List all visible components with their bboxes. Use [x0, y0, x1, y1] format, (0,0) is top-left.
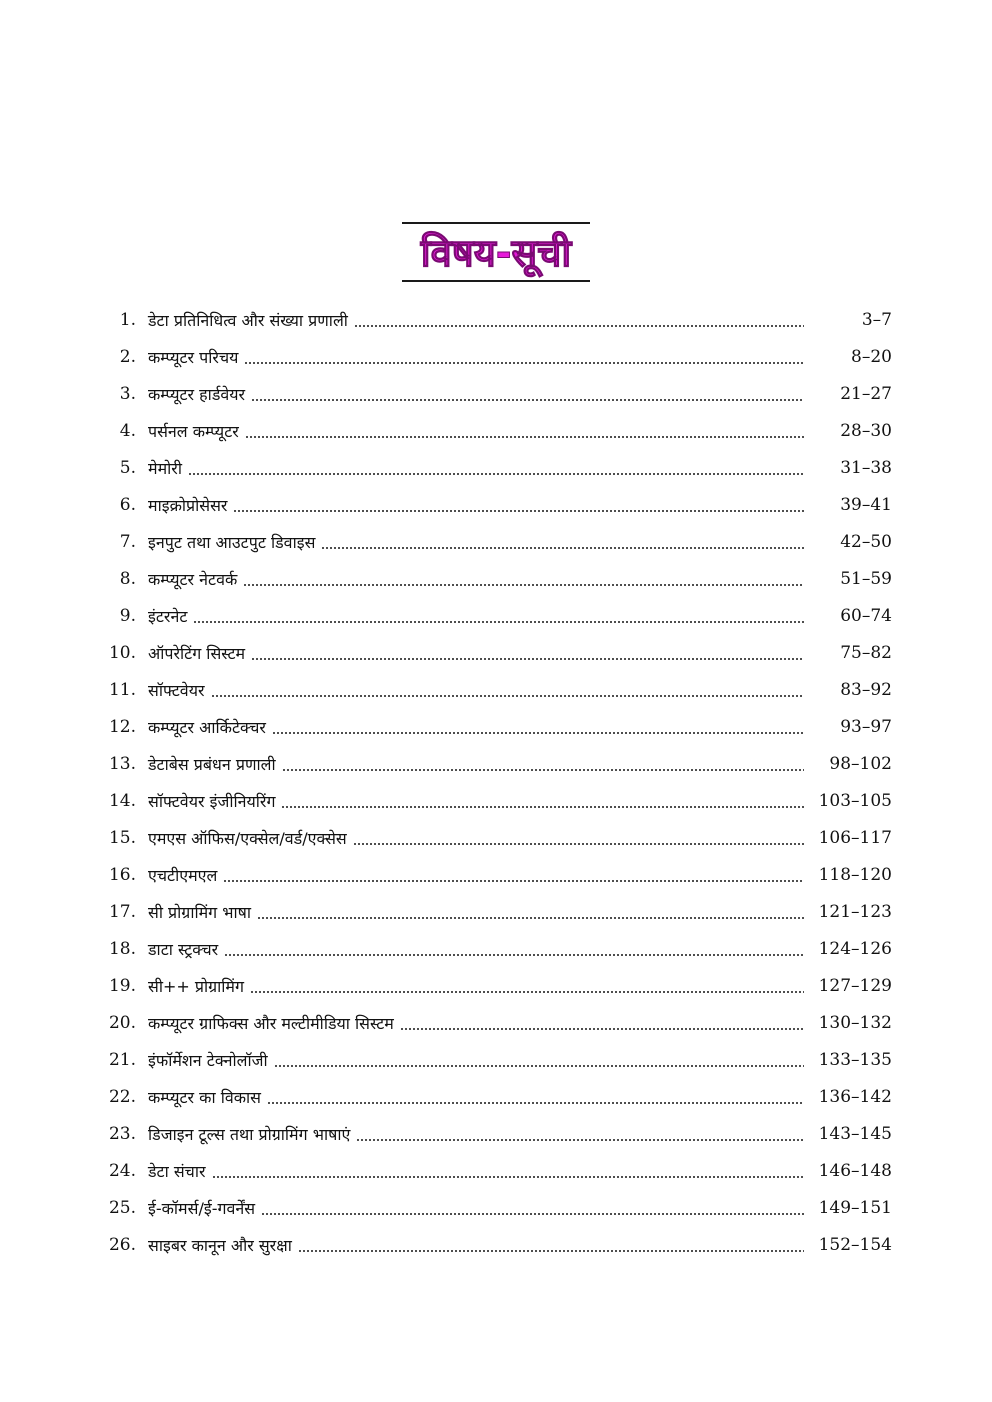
toc-entry-pages: 42–50	[840, 532, 892, 552]
toc-entry-number: 21.	[108, 1050, 136, 1070]
toc-entry-pages: 60–74	[840, 606, 892, 626]
toc-entry-pages: 103–105	[818, 791, 892, 811]
toc-entry-number: 8.	[119, 569, 136, 589]
toc-dot-leader	[245, 436, 804, 438]
toc-dot-leader	[244, 362, 804, 364]
toc-entry[interactable]	[100, 968, 892, 1005]
toc-dot-leader	[233, 510, 804, 512]
toc-entry-number: 7.	[119, 532, 136, 552]
toc-dot-leader	[223, 880, 804, 882]
toc-entry[interactable]	[100, 1005, 892, 1042]
toc-entry-pages: 152–154	[818, 1235, 892, 1255]
toc-entry-number: 1.	[119, 310, 136, 330]
page-title: विषय-सूची	[420, 231, 572, 275]
toc-dot-leader	[356, 1139, 804, 1141]
toc-dot-leader	[267, 1102, 804, 1104]
toc-entry[interactable]	[100, 339, 892, 376]
toc-dot-leader	[257, 917, 804, 919]
toc-entry-title: डिजाइन टूल्स तथा प्रोग्रामिंग भाषाएं	[148, 1125, 351, 1144]
toc-entry[interactable]	[100, 1079, 892, 1116]
toc-entry-number: 24.	[108, 1161, 136, 1181]
toc-entry-pages: 39–41	[840, 495, 892, 515]
toc-entry-number: 4.	[119, 421, 136, 441]
toc-entry-pages: 130–132	[818, 1013, 892, 1033]
toc-entry-title: कम्प्यूटर हार्डवेयर	[148, 385, 246, 404]
toc-entry-title: पर्सनल कम्प्यूटर	[148, 422, 239, 441]
toc-entry-title: डाटा स्ट्रक्चर	[148, 940, 219, 959]
toc-entry-number: 6.	[119, 495, 136, 515]
toc-entry-title: माइक्रोप्रोसेसर	[148, 496, 228, 515]
toc-entry-pages: 118–120	[818, 865, 892, 885]
toc-dot-leader	[188, 473, 804, 475]
toc-dot-leader	[272, 732, 804, 734]
toc-entry[interactable]	[100, 894, 892, 931]
toc-entry[interactable]	[100, 709, 892, 746]
toc-entry-pages: 121–123	[818, 902, 892, 922]
toc-entry[interactable]	[100, 931, 892, 968]
toc-entry-number: 13.	[108, 754, 136, 774]
toc-entry[interactable]	[100, 1153, 892, 1190]
toc-entry[interactable]	[100, 1190, 892, 1227]
toc-entry[interactable]	[100, 413, 892, 450]
toc-dot-leader	[281, 806, 804, 808]
toc-entry[interactable]	[100, 1227, 892, 1264]
toc-entry-title: एमएस ऑफिस/एक्सेल/वर्ड/एक्सेस	[148, 829, 347, 848]
toc-entry-title: ई-कॉमर्स/ई-गवर्नेंस	[148, 1199, 256, 1218]
toc-entry-pages: 143–145	[818, 1124, 892, 1144]
toc-entry-number: 12.	[108, 717, 136, 737]
toc-entry-number: 26.	[108, 1235, 136, 1255]
toc-entry[interactable]	[100, 857, 892, 894]
toc-entry[interactable]	[100, 561, 892, 598]
toc-dot-leader	[251, 399, 804, 401]
toc-entry-title: कम्प्यूटर परिचय	[148, 348, 239, 367]
toc-entry-title: सी प्रोग्रामिंग भाषा	[148, 903, 252, 922]
toc-dot-leader	[261, 1213, 804, 1215]
toc-entry-pages: 146–148	[818, 1161, 892, 1181]
title-frame	[402, 222, 590, 282]
toc-entry-number: 3.	[119, 384, 136, 404]
toc-dot-leader	[321, 547, 804, 549]
toc-entry[interactable]	[100, 1042, 892, 1079]
toc-entry-title: ऑपरेटिंग सिस्टम	[148, 644, 246, 663]
toc-entry-pages: 98–102	[829, 754, 892, 774]
toc-entry-number: 2.	[119, 347, 136, 367]
toc-dot-leader	[251, 658, 804, 660]
toc-entry-pages: 28–30	[840, 421, 892, 441]
toc-entry-title: एचटीएमएल	[148, 866, 218, 885]
toc-entry-number: 15.	[108, 828, 136, 848]
toc-entry-title: कम्प्यूटर ग्राफिक्स और मल्टीमीडिया सिस्टम	[148, 1014, 394, 1033]
toc-entry-title: सॉफ्टवेयर	[148, 681, 205, 700]
toc-dot-leader	[400, 1028, 804, 1030]
toc-entry-number: 16.	[108, 865, 136, 885]
toc-dot-leader	[212, 1176, 804, 1178]
toc-entry-pages: 93–97	[840, 717, 892, 737]
toc-entry[interactable]	[100, 524, 892, 561]
toc-entry-title: इनपुट तथा आउटपुट डिवाइस	[148, 533, 316, 552]
toc-entry-pages: 149–151	[818, 1198, 892, 1218]
toc-entry-title: डेटा प्रतिनिधित्व और संख्या प्रणाली	[148, 311, 348, 330]
toc-dot-leader	[282, 769, 804, 771]
toc-entry-number: 20.	[108, 1013, 136, 1033]
toc-entry-pages: 3–7	[861, 310, 892, 330]
toc-entry[interactable]	[100, 635, 892, 672]
toc-entry-pages: 127–129	[818, 976, 892, 996]
toc-entry-number: 18.	[108, 939, 136, 959]
toc-entry-title: इंटरनेट	[148, 607, 188, 626]
toc-entry-pages: 51–59	[840, 569, 892, 589]
toc-entry-title: कम्प्यूटर नेटवर्क	[148, 570, 238, 589]
toc-entry-pages: 8–20	[851, 347, 892, 367]
toc-entry-pages: 83–92	[840, 680, 892, 700]
toc-entry-pages: 133–135	[818, 1050, 892, 1070]
toc-entry[interactable]	[100, 376, 892, 413]
toc-entry-number: 19.	[108, 976, 136, 996]
toc-entry-pages: 106–117	[818, 828, 892, 848]
toc-entry-title: कम्प्यूटर आर्किटेक्चर	[148, 718, 266, 737]
toc-entry-pages: 136–142	[818, 1087, 892, 1107]
toc-dot-leader	[298, 1250, 804, 1252]
toc-entry-title: डेटाबेस प्रबंधन प्रणाली	[148, 755, 276, 774]
toc-entry[interactable]	[100, 450, 892, 487]
toc-entry-number: 10.	[108, 643, 136, 663]
toc-entry-title: मेमोरी	[148, 459, 182, 478]
title-area	[0, 222, 992, 282]
toc-dot-leader	[250, 991, 804, 993]
toc-entry[interactable]	[100, 783, 892, 820]
toc-entry[interactable]	[100, 672, 892, 709]
toc-entry-number: 25.	[108, 1198, 136, 1218]
toc-dot-leader	[354, 325, 804, 327]
toc-entry[interactable]	[100, 746, 892, 783]
toc-entry-number: 14.	[108, 791, 136, 811]
toc-entry-number: 5.	[119, 458, 136, 478]
toc-dot-leader	[211, 695, 804, 697]
toc-entry[interactable]	[100, 1116, 892, 1153]
toc-entry-number: 11.	[108, 680, 136, 700]
toc-entry-title: कम्प्यूटर का विकास	[148, 1088, 261, 1107]
toc-entry-title: सी++ प्रोग्रामिंग	[148, 977, 244, 996]
toc-entry-number: 9.	[119, 606, 136, 626]
toc-entry-title: सॉफ्टवेयर इंजीनियरिंग	[148, 792, 276, 811]
toc-entry-pages: 75–82	[840, 643, 892, 663]
toc-dot-leader	[243, 584, 804, 586]
toc-entry-title: डेटा संचार	[148, 1162, 206, 1181]
table-of-contents	[100, 302, 892, 1264]
toc-entry-title: साइबर कानून और सुरक्षा	[148, 1236, 292, 1255]
toc-entry[interactable]	[100, 487, 892, 524]
toc-entry-number: 23.	[108, 1124, 136, 1144]
toc-dot-leader	[274, 1065, 804, 1067]
toc-entry-pages: 21–27	[840, 384, 892, 404]
toc-dot-leader	[193, 621, 804, 623]
toc-entry-title: इंफॉर्मेशन टेक्नोलॉजी	[148, 1051, 268, 1070]
toc-entry[interactable]	[100, 598, 892, 635]
toc-entry-pages: 31–38	[840, 458, 892, 478]
toc-dot-leader	[353, 843, 804, 845]
toc-entry[interactable]	[100, 302, 892, 339]
toc-entry[interactable]	[100, 820, 892, 857]
toc-dot-leader	[224, 954, 804, 956]
toc-entry-number: 17.	[108, 902, 136, 922]
toc-entry-pages: 124–126	[818, 939, 892, 959]
toc-entry-number: 22.	[108, 1087, 136, 1107]
